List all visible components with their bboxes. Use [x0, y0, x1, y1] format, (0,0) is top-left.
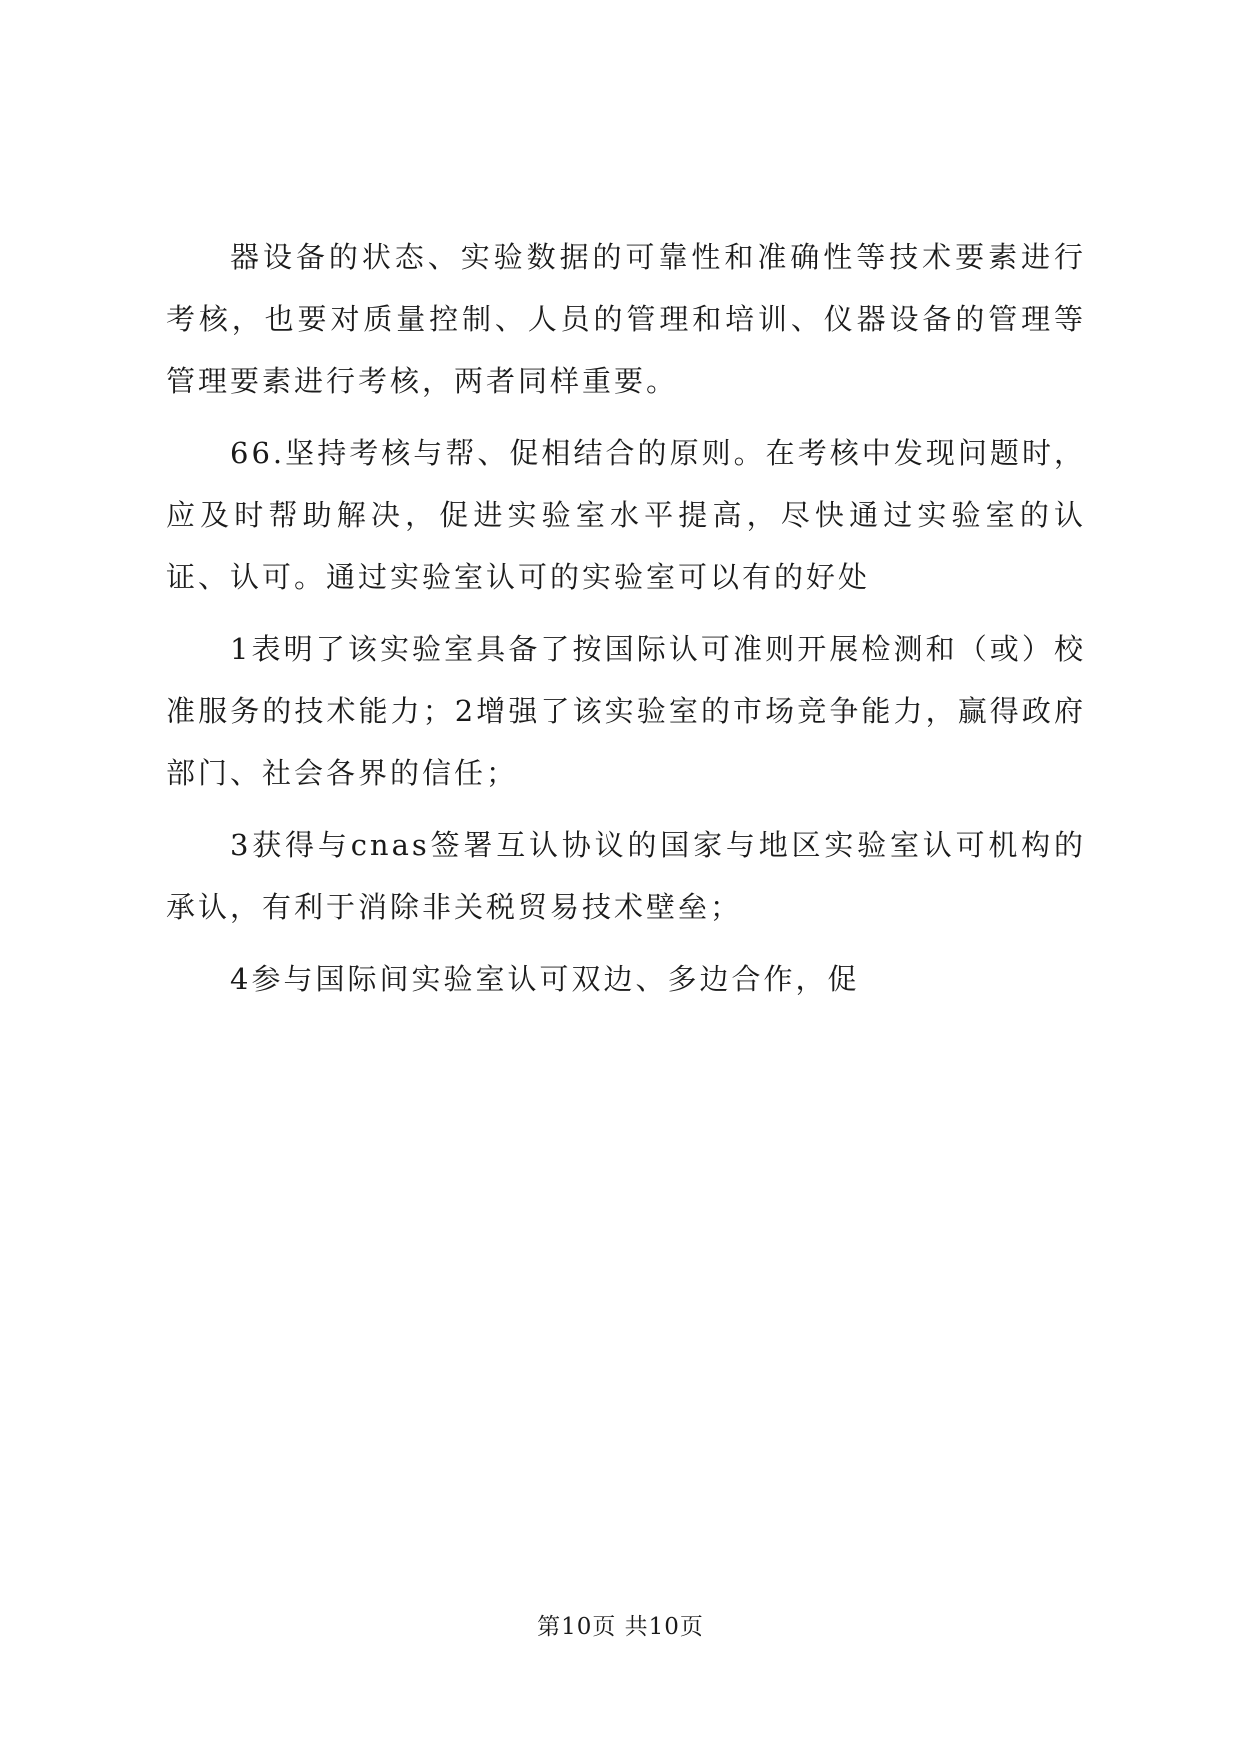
paragraph-1: 器设备的状态、实验数据的可靠性和准确性等技术要素进行考核，也要对质量控制、人员的管理和培训、仪器设备的管理等管理要素进行考核，两者同样重要。: [166, 240, 1086, 398]
document-body: [166, 226, 1086, 1010]
paragraph-3: 1表明了该实验室具备了按国际认可准则开展检测和（或）校准服务的技术能力；2增强了该实验室的市场竞争能力，赢得政府部门、社会各界的信任；: [166, 632, 1086, 790]
page-number-footer: 第10页 共10页: [537, 1614, 704, 1640]
paragraph-4: 3获得与cnas签署互认协议的国家与地区实验室认可机构的承认，有利于消除非关税贸易技术壁垒；: [166, 828, 1086, 924]
paragraph-5: 4参与国际间实验室认可双边、多边合作，促: [230, 962, 860, 996]
paragraph-2: 66.坚持考核与帮、促相结合的原则。在考核中发现问题时，应及时帮助解决，促进实验室水平提高，尽快通过实验室的认证、认可。通过实验室认可的实验室可以有的好处: [166, 436, 1086, 594]
